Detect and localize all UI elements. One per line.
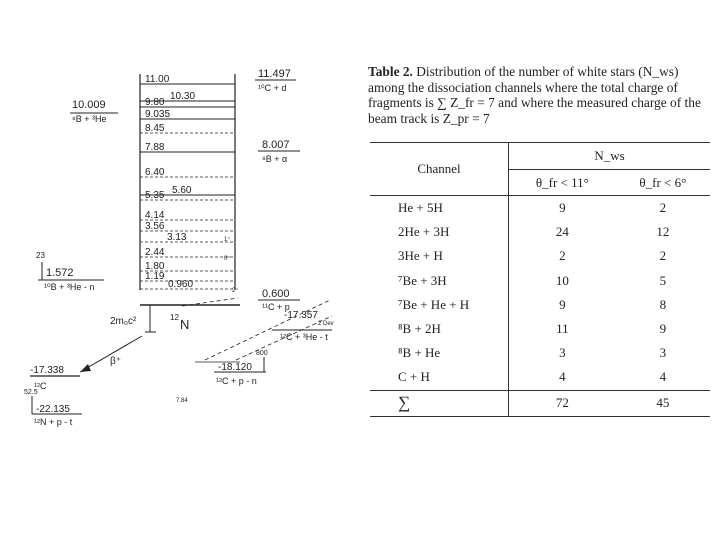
caption-text: Distribution of the number of white stars (N_ws) among the dissociation channels where the total charge of fragments is ∑ Z_fr = 7 and where the measured charge of the beam track is Z_pr = 7 [368, 64, 701, 126]
row-count-6: 9 [659, 321, 667, 337]
threshold-energy: 0.600 [262, 288, 290, 300]
nucleus-symbol: N [180, 317, 190, 332]
row-channel: ⁸B + 2H [398, 321, 441, 337]
header-theta11: θ_fr < 11° [509, 170, 616, 196]
sum-a: 72 [509, 390, 616, 416]
level-energy: 0.960 [168, 279, 194, 290]
level-energy: 4.14 [145, 210, 165, 221]
spin-label: 2⁺ [232, 288, 239, 294]
row-count-11: 2 [509, 244, 616, 268]
spin-label: 0⁺ [224, 256, 231, 262]
level-energy: 5.60 [172, 185, 192, 196]
level-energy: 11.00 [145, 74, 170, 85]
threshold-channel: ¹⁰C + d [258, 83, 287, 93]
row-count-6: 2 [659, 248, 667, 264]
bottom-energy: -22.135 [36, 404, 70, 415]
level-scheme-diagram [0, 0, 360, 440]
level-energy: 10.30 [170, 91, 196, 102]
level-energy: 7.88 [145, 142, 165, 153]
row-count-11: 9 [509, 293, 616, 317]
row-count-11: 4 [509, 365, 616, 390]
row-count-11: 24 [509, 220, 616, 244]
sum-b: 45 [616, 390, 710, 416]
row-count-11: 10 [509, 269, 616, 293]
level-energy: 1.19 [145, 271, 165, 282]
table-row [370, 341, 710, 365]
threshold-energy: 11.497 [258, 68, 291, 80]
level-energy: 2.44 [145, 247, 165, 258]
level-energy: 1.80 [145, 261, 165, 272]
small-label: 2 Dev [318, 321, 334, 327]
row-count-6: 12 [656, 224, 670, 240]
row-count-11: 11 [509, 317, 616, 341]
row-count-11: 9 [509, 196, 616, 221]
threshold-energy: 10.009 [72, 99, 106, 111]
bottom-energy: -18.120 [218, 362, 252, 373]
table-row [370, 293, 710, 317]
small-label: 52.5 [24, 389, 38, 396]
table-row [370, 196, 710, 221]
energy-label: 2m₀c² [110, 316, 137, 327]
table-row [370, 220, 710, 244]
table-row [370, 269, 710, 293]
table-caption [368, 64, 714, 126]
bottom-channel: ¹²C + ³He - t [280, 332, 328, 342]
row-count-6: 2 [659, 200, 667, 216]
table-row-sum [370, 390, 710, 416]
row-channel: 2He + 3H [398, 224, 450, 240]
row-channel: 3He + H [398, 248, 443, 264]
row-count-6: 4 [659, 369, 667, 385]
level-energy: 9.035 [145, 109, 171, 120]
level-energy: 5.35 [145, 190, 165, 201]
mass-number: 12 [170, 313, 179, 322]
row-channel: ⁷Be + 3H [398, 272, 447, 288]
bottom-channel: ¹²C [34, 381, 47, 391]
small-label: 7.84 [176, 398, 188, 404]
small-label: 23 [36, 251, 45, 260]
level-energy: 3.13 [167, 232, 187, 243]
beta-label: β⁺ [110, 356, 122, 367]
row-count-11: 3 [509, 341, 616, 365]
bottom-channel: ¹²N + p - t [34, 417, 73, 427]
sum-label: ∑ [370, 390, 509, 416]
header-channel: Channel [370, 143, 509, 196]
row-count-6: 8 [659, 296, 667, 312]
spin-label: 1⁺ [224, 237, 231, 243]
row-count-6: 3 [659, 345, 667, 361]
row-channel: C + H [398, 369, 430, 385]
level-energy: 8.45 [145, 123, 165, 134]
threshold-energy: 8.007 [262, 139, 290, 151]
bottom-energy: -17.338 [30, 365, 64, 376]
table-row [370, 244, 710, 268]
header-nws: N_ws [509, 143, 711, 170]
table-row [370, 317, 710, 341]
threshold-channel: ⁸B + ³He [72, 114, 107, 124]
header-theta6: θ_fr < 6° [616, 170, 710, 196]
threshold-channel: ¹⁰B + ³He - n [44, 282, 95, 292]
row-count-6: 5 [659, 272, 667, 288]
table-label: Table 2. [368, 64, 413, 79]
table-body [370, 196, 710, 391]
energy-levels [140, 74, 235, 290]
threshold-channel: ⁸B + α [262, 154, 288, 164]
white-stars-table [370, 142, 710, 417]
row-channel: ⁸B + He [398, 345, 441, 361]
level-energy: 3.56 [145, 221, 165, 232]
bottom-energy: -17.357 [284, 310, 318, 321]
level-energy: 6.40 [145, 167, 165, 178]
row-channel: ⁷Be + He + H [398, 296, 470, 312]
small-label: 800 [256, 350, 268, 357]
level-energy: 9.80 [145, 97, 165, 108]
arrow-head [80, 364, 91, 372]
row-channel: He + 5H [398, 200, 443, 216]
threshold-energy: 1.572 [46, 267, 74, 279]
bottom-channel: ¹²C + p - n [216, 376, 257, 386]
table-row [370, 365, 710, 390]
threshold-channel: ¹¹C + p [262, 302, 290, 312]
